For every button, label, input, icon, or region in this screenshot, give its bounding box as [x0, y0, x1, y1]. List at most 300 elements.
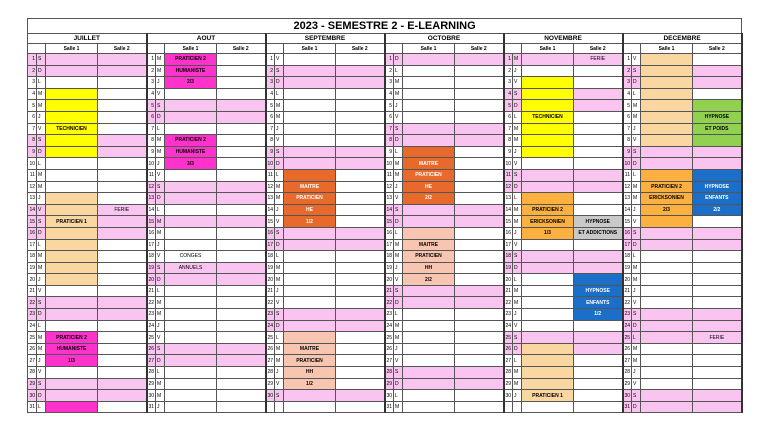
weekday-letter: V	[394, 355, 403, 367]
weekday-letter: M	[632, 111, 641, 123]
empty-cell	[641, 332, 693, 344]
session-cell	[522, 88, 574, 100]
day-number: 1	[266, 54, 275, 66]
weekday-letter: V	[632, 378, 641, 390]
empty-cell	[641, 227, 693, 239]
weekday-letter: S	[632, 309, 641, 321]
session-cell	[46, 262, 98, 274]
page-title: 2023 - SEMESTRE 2 - E-LEARNING	[28, 19, 742, 34]
weekday-letter: M	[394, 332, 403, 344]
empty-cell	[403, 204, 455, 216]
day-number: 12	[266, 181, 275, 193]
day-number: 22	[147, 297, 156, 309]
weekday-letter: M	[275, 274, 284, 286]
weekday-letter: S	[394, 123, 403, 135]
empty-cell	[336, 262, 385, 274]
weekday-letter: V	[632, 216, 641, 228]
empty-cell	[403, 320, 455, 332]
empty-cell	[336, 227, 385, 239]
empty-cell	[217, 285, 266, 297]
day-number: 18	[28, 251, 37, 263]
empty-cell	[455, 285, 504, 297]
day-number: 15	[385, 216, 394, 228]
day-number: 16	[28, 227, 37, 239]
weekday-letter: M	[394, 401, 403, 413]
empty-cell	[641, 297, 693, 309]
weekday-letter: J	[394, 343, 403, 355]
day-number: 27	[28, 355, 37, 367]
empty-cell	[46, 285, 98, 297]
empty-cell	[217, 355, 266, 367]
weekday-letter: D	[275, 158, 284, 170]
session-cell	[522, 367, 574, 379]
empty-cell	[574, 65, 623, 77]
empty-cell	[693, 367, 742, 379]
empty-cell	[641, 401, 693, 413]
weekday-letter: D	[394, 216, 403, 228]
day-number: 23	[623, 309, 632, 321]
weekday-letter: L	[37, 239, 46, 251]
day-number: 17	[504, 239, 513, 251]
weekday-letter: J	[632, 204, 641, 216]
empty-cell	[455, 367, 504, 379]
empty-cell	[574, 367, 623, 379]
weekday-letter: M	[156, 216, 165, 228]
empty-cell	[98, 251, 147, 263]
day-number: 23	[28, 309, 37, 321]
empty-cell	[284, 88, 336, 100]
weekday-letter: M	[394, 169, 403, 181]
weekday-letter: J	[394, 100, 403, 112]
empty-cell	[574, 378, 623, 390]
day-number	[266, 401, 275, 413]
session-cell: HE	[284, 204, 336, 216]
weekday-letter: D	[394, 54, 403, 66]
day-number: 21	[623, 285, 632, 297]
weekday-letter: M	[513, 135, 522, 147]
weekday-letter: L	[394, 390, 403, 402]
empty-cell	[336, 169, 385, 181]
empty-cell	[284, 239, 336, 251]
weekday-letter: M	[37, 88, 46, 100]
day-number: 1	[504, 54, 513, 66]
session-cell	[522, 77, 574, 89]
weekday-letter: M	[394, 239, 403, 251]
session-cell: TECHNICIEN	[46, 123, 98, 135]
weekday-letter: D	[37, 227, 46, 239]
day-number: 3	[623, 77, 632, 89]
weekday-letter: D	[632, 239, 641, 251]
empty-cell	[336, 193, 385, 205]
day-number: 14	[385, 204, 394, 216]
day-number: 24	[147, 320, 156, 332]
day-number: 11	[623, 169, 632, 181]
weekday-letter: J	[275, 123, 284, 135]
day-number: 30	[266, 390, 275, 402]
day-number: 29	[623, 378, 632, 390]
empty-cell	[284, 401, 336, 413]
empty-cell	[574, 146, 623, 158]
room-header: Salle 1	[46, 44, 98, 54]
session-cell: CONGES	[165, 251, 217, 263]
weekday-letter: M	[37, 251, 46, 263]
day-number: 3	[28, 77, 37, 89]
weekday-letter: D	[37, 390, 46, 402]
empty-cell	[522, 251, 574, 263]
session-cell: HYPNOSE	[693, 181, 742, 193]
day-number	[504, 401, 513, 413]
empty-cell	[641, 367, 693, 379]
empty-cell	[403, 100, 455, 112]
empty-cell	[574, 158, 623, 170]
empty-cell	[336, 239, 385, 251]
weekday-letter: J	[632, 285, 641, 297]
weekday-letter: M	[513, 216, 522, 228]
day-number: 5	[623, 100, 632, 112]
empty-cell	[693, 355, 742, 367]
empty-cell	[455, 262, 504, 274]
day-number: 24	[266, 320, 275, 332]
weekday-letter: M	[632, 274, 641, 286]
weekday-letter: L	[513, 355, 522, 367]
day-number: 30	[147, 390, 156, 402]
session-cell: 1/2	[574, 309, 623, 321]
empty-cell	[403, 135, 455, 147]
month-header: OCTOBRE	[385, 34, 504, 44]
weekday-letter: S	[275, 146, 284, 158]
empty-cell	[403, 355, 455, 367]
empty-cell	[693, 54, 742, 66]
weekday-letter: L	[275, 332, 284, 344]
session-cell: HUMANISTE	[46, 343, 98, 355]
day-number: 26	[147, 343, 156, 355]
weekday-letter: M	[37, 100, 46, 112]
day-number: 15	[623, 216, 632, 228]
empty-cell	[574, 193, 623, 205]
weekday-letter: J	[513, 146, 522, 158]
empty-cell	[693, 285, 742, 297]
weekday-letter: M	[156, 146, 165, 158]
empty-cell	[336, 158, 385, 170]
empty-cell	[641, 343, 693, 355]
day-number: 22	[623, 297, 632, 309]
weekday-letter: M	[156, 54, 165, 66]
day-number: 10	[623, 158, 632, 170]
day-number: 12	[385, 181, 394, 193]
weekday-letter: J	[275, 204, 284, 216]
day-number: 28	[504, 367, 513, 379]
empty-cell	[403, 401, 455, 413]
empty-cell	[98, 135, 147, 147]
weekday-letter: M	[513, 123, 522, 135]
empty-cell	[217, 390, 266, 402]
session-cell: PRATICIEN 1	[522, 390, 574, 402]
empty-cell	[693, 216, 742, 228]
empty-cell	[217, 169, 266, 181]
empty-cell	[455, 227, 504, 239]
day-number: 10	[147, 158, 156, 170]
day-number: 8	[385, 135, 394, 147]
day-number: 4	[504, 88, 513, 100]
empty-cell	[217, 77, 266, 89]
day-number: 22	[266, 297, 275, 309]
empty-cell	[522, 309, 574, 321]
empty-cell	[641, 285, 693, 297]
session-cell: PRATICIEN 2	[641, 181, 693, 193]
empty-cell	[522, 239, 574, 251]
room-header: Salle 1	[165, 44, 217, 54]
empty-cell	[46, 378, 98, 390]
empty-cell	[165, 309, 217, 321]
weekday-letter: M	[394, 320, 403, 332]
session-cell	[522, 146, 574, 158]
empty-cell	[98, 65, 147, 77]
session-cell	[641, 65, 693, 77]
weekday-letter: V	[275, 54, 284, 66]
session-cell: 2/3	[165, 77, 217, 89]
session-cell: HYPNOSE	[574, 285, 623, 297]
empty-cell	[455, 251, 504, 263]
day-number: 9	[623, 146, 632, 158]
weekday-letter	[275, 401, 284, 413]
empty-cell	[693, 251, 742, 263]
weekday-letter: V	[156, 332, 165, 344]
weekday-letter: D	[513, 100, 522, 112]
weekday-letter: S	[394, 204, 403, 216]
empty-cell	[336, 320, 385, 332]
empty-cell	[693, 158, 742, 170]
weekday-letter: M	[632, 343, 641, 355]
empty-cell	[336, 77, 385, 89]
empty-cell	[98, 332, 147, 344]
day-number: 10	[385, 158, 394, 170]
day-number: 22	[504, 297, 513, 309]
empty-cell	[455, 297, 504, 309]
empty-cell	[284, 285, 336, 297]
day-number: 15	[28, 216, 37, 228]
empty-cell	[284, 390, 336, 402]
empty-cell	[98, 355, 147, 367]
weekday-letter: V	[275, 297, 284, 309]
weekday-letter: J	[632, 367, 641, 379]
weekday-letter: M	[275, 262, 284, 274]
empty-cell	[336, 146, 385, 158]
weekday-letter: M	[513, 204, 522, 216]
empty-cell	[693, 146, 742, 158]
empty-cell	[455, 123, 504, 135]
empty-cell	[165, 285, 217, 297]
day-number: 26	[504, 343, 513, 355]
empty-cell	[284, 111, 336, 123]
weekday-letter: D	[394, 297, 403, 309]
day-number: 28	[28, 367, 37, 379]
weekday-letter: M	[394, 158, 403, 170]
weekday-letter: J	[156, 320, 165, 332]
empty-cell	[284, 309, 336, 321]
empty-cell	[403, 216, 455, 228]
day-number: 2	[147, 65, 156, 77]
empty-cell	[693, 77, 742, 89]
weekday-letter: D	[275, 77, 284, 89]
weekday-letter: V	[156, 88, 165, 100]
empty-cell	[455, 111, 504, 123]
empty-cell	[165, 227, 217, 239]
empty-cell	[574, 343, 623, 355]
empty-cell	[98, 88, 147, 100]
empty-cell	[46, 158, 98, 170]
empty-cell	[217, 320, 266, 332]
session-cell: 2/3	[641, 204, 693, 216]
empty-cell	[336, 111, 385, 123]
day-number: 4	[266, 88, 275, 100]
day-number: 24	[28, 320, 37, 332]
session-cell	[641, 77, 693, 89]
empty-cell	[403, 123, 455, 135]
weekday-letter: V	[275, 135, 284, 147]
weekday-letter: M	[156, 378, 165, 390]
session-cell	[522, 123, 574, 135]
day-number: 7	[623, 123, 632, 135]
empty-cell	[693, 239, 742, 251]
weekday-letter: M	[632, 262, 641, 274]
weekday-letter: D	[156, 193, 165, 205]
session-cell: MAITRE	[403, 158, 455, 170]
weekday-letter: S	[37, 297, 46, 309]
day-number: 28	[385, 367, 394, 379]
day-number: 14	[266, 204, 275, 216]
empty-cell	[693, 390, 742, 402]
room-header: Salle 2	[336, 44, 385, 54]
weekday-letter: M	[156, 135, 165, 147]
empty-cell	[693, 227, 742, 239]
empty-cell	[284, 146, 336, 158]
weekday-letter: L	[37, 401, 46, 413]
day-number: 8	[28, 135, 37, 147]
session-cell	[46, 193, 98, 205]
day-number: 1	[385, 54, 394, 66]
day-number: 12	[28, 181, 37, 193]
day-number: 16	[266, 227, 275, 239]
empty-cell	[284, 77, 336, 89]
session-cell	[641, 135, 693, 147]
day-number: 29	[28, 378, 37, 390]
day-number: 19	[623, 262, 632, 274]
empty-cell	[217, 146, 266, 158]
day-number: 20	[147, 274, 156, 286]
day-number: 4	[623, 88, 632, 100]
weekday-letter: M	[632, 181, 641, 193]
empty-cell	[46, 65, 98, 77]
weekday-letter: D	[394, 378, 403, 390]
day-number: 2	[266, 65, 275, 77]
weekday-letter: V	[394, 193, 403, 205]
session-cell	[46, 227, 98, 239]
weekday-letter: J	[156, 77, 165, 89]
weekday-letter: V	[513, 320, 522, 332]
empty-cell	[46, 309, 98, 321]
empty-cell	[336, 274, 385, 286]
empty-cell	[455, 158, 504, 170]
day-number: 23	[385, 309, 394, 321]
day-number: 18	[147, 251, 156, 263]
weekday-letter: J	[513, 227, 522, 239]
weekday-letter: M	[513, 54, 522, 66]
weekday-letter: L	[156, 367, 165, 379]
empty-cell	[522, 297, 574, 309]
weekday-letter: L	[632, 332, 641, 344]
empty-cell	[98, 169, 147, 181]
day-number: 30	[28, 390, 37, 402]
room-header: Salle 1	[284, 44, 336, 54]
day-number: 23	[147, 309, 156, 321]
weekday-letter: M	[37, 343, 46, 355]
session-cell: ET ADDICTIONS	[574, 227, 623, 239]
day-number: 14	[623, 204, 632, 216]
day-number: 19	[504, 262, 513, 274]
empty-cell	[98, 123, 147, 135]
weekday-letter: S	[37, 135, 46, 147]
month-header: SEPTEMBRE	[266, 34, 385, 44]
day-number: 5	[28, 100, 37, 112]
weekday-letter: V	[632, 54, 641, 66]
session-cell	[641, 169, 693, 181]
empty-cell	[217, 193, 266, 205]
day-number: 15	[504, 216, 513, 228]
weekday-letter: S	[275, 227, 284, 239]
empty-cell	[574, 239, 623, 251]
empty-cell	[641, 320, 693, 332]
session-cell: HUMANISTE	[165, 146, 217, 158]
weekday-letter: L	[513, 193, 522, 205]
weekday-letter: V	[275, 216, 284, 228]
session-cell	[693, 169, 742, 181]
day-number: 25	[623, 332, 632, 344]
day-number: 6	[28, 111, 37, 123]
weekday-letter: V	[513, 239, 522, 251]
day-number: 13	[28, 193, 37, 205]
weekday-letter: M	[632, 355, 641, 367]
day-number: 16	[623, 227, 632, 239]
empty-cell	[455, 77, 504, 89]
day-number: 4	[147, 88, 156, 100]
weekday-letter: M	[632, 100, 641, 112]
day-number: 20	[504, 274, 513, 286]
day-number: 15	[147, 216, 156, 228]
weekday-letter: L	[632, 169, 641, 181]
weekday-letter: L	[632, 251, 641, 263]
day-number: 8	[504, 135, 513, 147]
day-number: 13	[385, 193, 394, 205]
day-number: 31	[385, 401, 394, 413]
session-cell: FERIE	[574, 54, 623, 66]
day-number: 30	[623, 390, 632, 402]
empty-cell	[403, 285, 455, 297]
day-number: 18	[266, 251, 275, 263]
empty-cell	[403, 343, 455, 355]
day-number: 22	[28, 297, 37, 309]
empty-cell	[403, 332, 455, 344]
empty-cell	[165, 320, 217, 332]
day-number: 15	[266, 216, 275, 228]
day-number: 7	[385, 123, 394, 135]
session-cell	[46, 135, 98, 147]
empty-cell	[693, 88, 742, 100]
weekday-letter: D	[37, 65, 46, 77]
weekday-letter: L	[275, 88, 284, 100]
empty-cell	[693, 297, 742, 309]
day-number: 14	[147, 204, 156, 216]
day-number: 19	[385, 262, 394, 274]
